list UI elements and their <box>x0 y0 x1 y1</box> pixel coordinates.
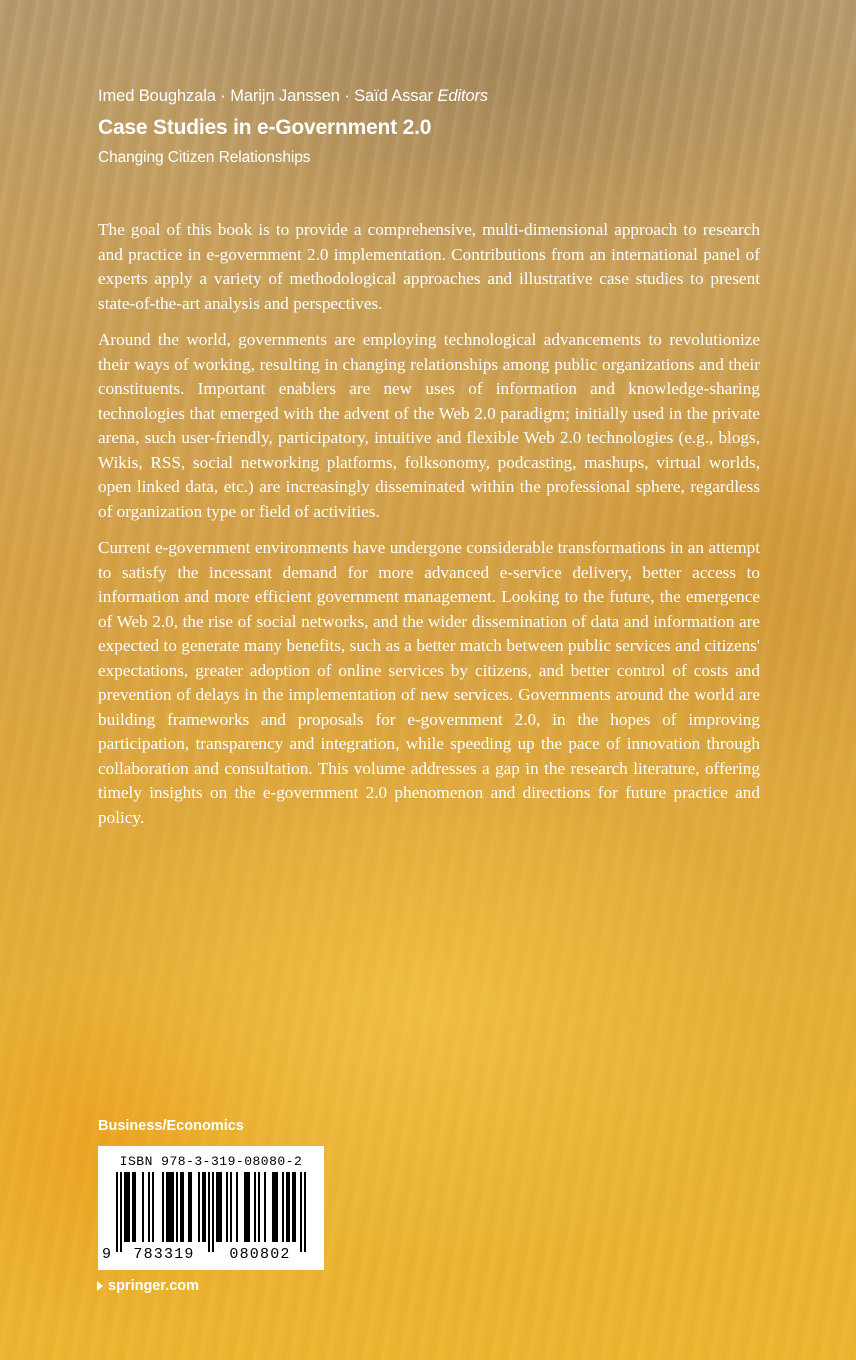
barcode-bar <box>294 1172 296 1242</box>
barcode-bar <box>170 1172 172 1242</box>
isbn-text: ISBN 978-3-319-08080-2 <box>119 1154 303 1169</box>
book-header <box>98 84 758 168</box>
subject-category: Business/Economics <box>98 1118 244 1134</box>
barcode-bar <box>180 1172 182 1242</box>
barcode-bar <box>188 1172 190 1242</box>
barcode-bar <box>236 1172 238 1242</box>
barcode-bar <box>124 1172 126 1242</box>
barcode-bar <box>254 1172 256 1242</box>
blurb <box>98 218 760 842</box>
ean-right-digits: 080802 <box>229 1246 291 1263</box>
barcode-bar <box>230 1172 232 1242</box>
barcode-bar <box>182 1172 184 1242</box>
editors-line <box>98 84 758 108</box>
barcode-bar <box>244 1172 246 1242</box>
blurb-paragraph-2: Around the world, governments are employing technological advancements to revolutionize their ways of working, resulting in changing relationships among public organizations and their constituents. Important enablers are new uses of information and knowledge-sharing technologies that emerged with the advent of the Web 2.0 paradigm; initially used in the private arena, such user-friendly, participatory, intuitive and flexible Web 2.0 technologies (e.g., blogs, Wikis, RSS, social networking platforms, folksonomy, podcasting, mashups, virtual worlds, open linked data, etc.) are increasingly disseminated within the professional sphere, regardless of organization type or field of activities. <box>98 330 760 521</box>
barcode-bar <box>152 1172 154 1242</box>
barcode-bar <box>282 1172 284 1242</box>
ean-digits <box>98 1246 324 1266</box>
barcode-bar <box>304 1172 306 1252</box>
barcode-bar <box>116 1172 118 1252</box>
blurb-paragraph-3: Current e-government environments have undergone considerable transformations in an attempt to satisfy the incessant demand for more advanced e-service delivery, better access to information and more efficient government management. Looking to the future, the emergence of Web 2.0, the rise of social networks, and the wider dissemination of data and information are expected to generate many benefits, such as a better match between public services and citizens' expectations, greater adoption of online services by citizens, and better control of costs and prevention of delays in the implementation of new services. Governments around the world are building frameworks and proposals for e-government 2.0, in the hopes of improving participation, transparency and integration, while speeding up the pace of innovation through collaboration and consultation. This volume addresses a gap in the research literature, offering timely insights on the e-government 2.0 phenomenon and directions for future practice and policy. <box>98 538 760 827</box>
barcode-bar <box>226 1172 228 1242</box>
barcode-bar <box>148 1172 150 1242</box>
blurb-paragraph-1: The goal of this book is to provide a comprehensive, multi-dimensional approach to research and practice in e-government 2.0 implementation. Contributions from an international panel of experts apply a variety of methodological approaches and illustrative case studies to present state-of-the-art analysis and perspectives. <box>98 220 760 313</box>
ean-left-digits: 783319 <box>133 1246 195 1263</box>
barcode-bar <box>172 1172 174 1242</box>
barcode-bar <box>216 1172 218 1242</box>
barcode-bar <box>276 1172 278 1242</box>
barcode-bar <box>246 1172 248 1242</box>
barcode-label <box>98 1146 324 1270</box>
barcode-bar <box>286 1172 288 1242</box>
barcode-bar <box>132 1172 134 1242</box>
editors-role: Editors <box>437 87 489 105</box>
barcode-icon <box>98 1172 324 1252</box>
barcode-bar <box>190 1172 192 1242</box>
barcode-bar <box>272 1172 274 1242</box>
editors-names: Imed Boughzala · Marijn Janssen · Saïd Assar <box>98 87 433 105</box>
barcode-bar <box>274 1172 276 1242</box>
barcode-bar <box>248 1172 250 1242</box>
barcode-bar <box>288 1172 290 1242</box>
barcode-bar <box>292 1172 294 1242</box>
barcode-bar <box>208 1172 210 1252</box>
barcode-bar <box>142 1172 144 1242</box>
barcode-bar <box>168 1172 170 1242</box>
barcode-bar <box>212 1172 214 1252</box>
barcode-bar <box>202 1172 204 1242</box>
barcode-bar <box>258 1172 260 1242</box>
barcode-bar <box>166 1172 168 1242</box>
barcode-bar <box>198 1172 200 1242</box>
barcode-bar <box>204 1172 206 1242</box>
barcode-bar <box>300 1172 302 1252</box>
barcode-bar <box>162 1172 164 1242</box>
barcode-bar <box>128 1172 130 1242</box>
book-subtitle: Changing Citizen Relationships <box>98 149 311 166</box>
triangle-right-icon <box>97 1281 103 1291</box>
publisher-website[interactable] <box>97 1276 199 1296</box>
website-label: springer.com <box>108 1278 200 1294</box>
barcode-bar <box>220 1172 222 1242</box>
ean-first-digit: 9 <box>102 1246 112 1263</box>
barcode-bar <box>134 1172 136 1242</box>
book-title: Case Studies in e-Government 2.0 <box>98 116 432 139</box>
barcode-bar <box>120 1172 122 1252</box>
barcode-bar <box>126 1172 128 1242</box>
barcode-bar <box>218 1172 220 1242</box>
barcode-bar <box>176 1172 178 1242</box>
barcode-bar <box>264 1172 266 1242</box>
